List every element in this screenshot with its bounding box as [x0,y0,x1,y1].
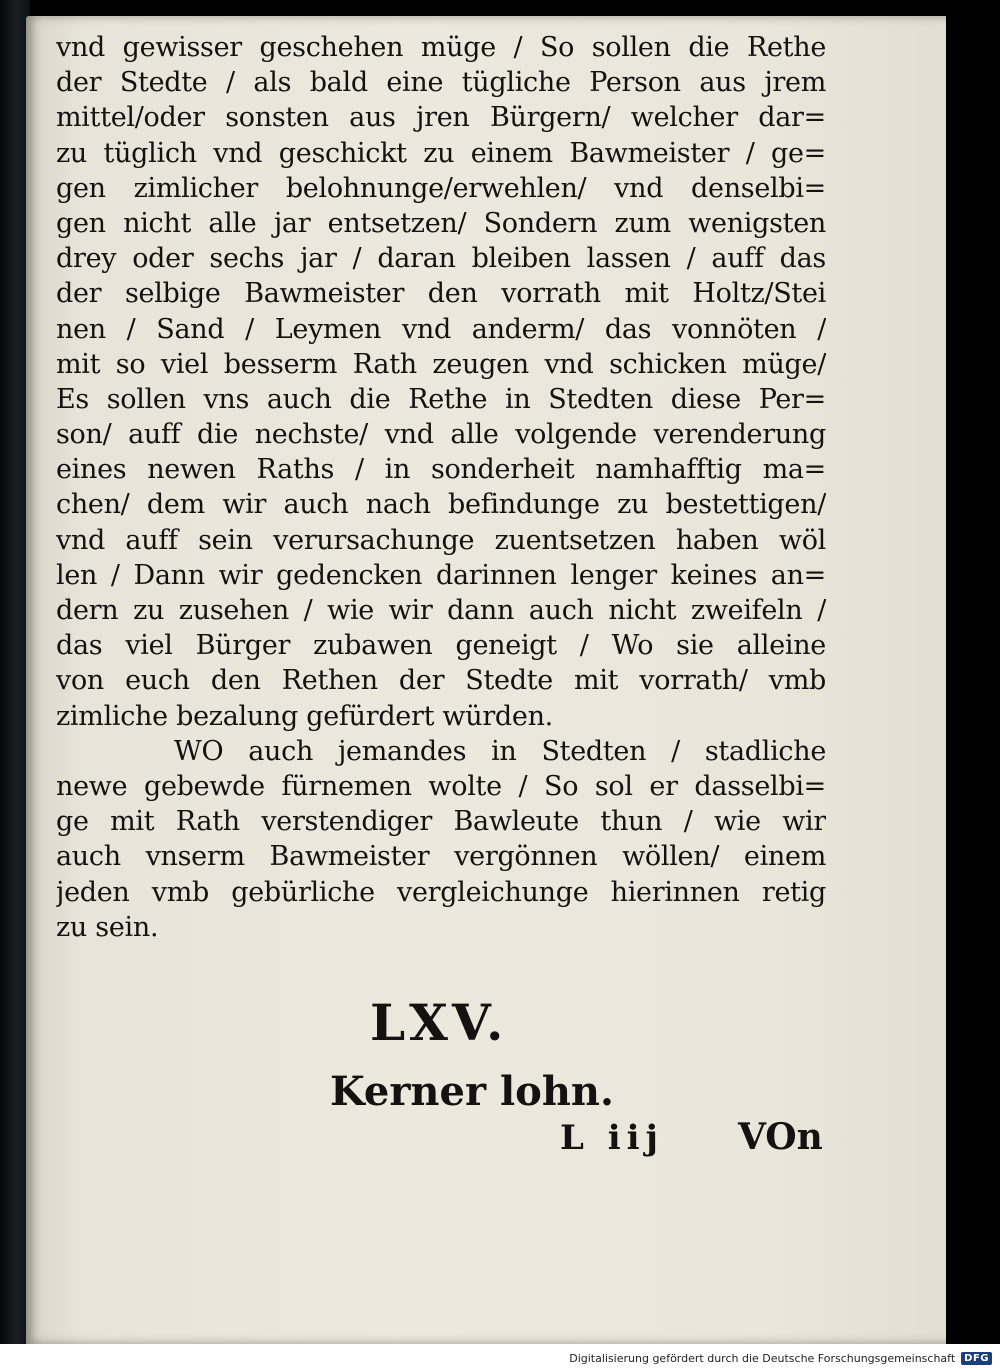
text-line: der Stedte / als bald eine tügliche Person aus jrem [56,67,826,99]
text-line: das viel Bürger zubawen geneigt / Wo sie alleine [56,630,826,662]
catchword: VOn [738,1116,823,1158]
text-line: eines newen Raths / in sonderheit namhafftig ma= [56,454,826,486]
text-line: len / Dann wir gedencken darinnen lenger keines an= [56,559,826,591]
text-line: mit so viel besserm Rath zeugen vnd schicken müge/ [56,348,826,380]
text-line: gen nicht alle jar entsetzen/ Sondern zum wenigsten [56,207,826,239]
text-line: zu sein. [56,911,159,943]
signature-mark: L iij [560,1118,664,1158]
dfg-credit [569,1352,992,1365]
paragraph-1 [56,30,826,734]
scan-background-right [946,0,1000,1344]
text-line: vnd auff sein verursachunge zuentsetzen haben wöl [56,524,826,556]
text-line: chen/ dem wir auch nach befindunge zu bestettigen/ [56,489,826,521]
text-line: ge mit Rath verstendiger Bawleute thun / wie wir [56,806,826,838]
text-line: WO auch jemandes in Stedten / stadliche [174,735,826,767]
text-line: gen zimlicher belohnunge/erwehlen/ vnd denselbi= [56,172,826,204]
text-line: vnd gewisser geschehen müge / So sollen die Rethe [56,32,826,63]
text-line: drey oder sechs jar / daran bleiben lassen / auff das [56,243,826,275]
dfg-logo: DFG [961,1352,992,1365]
text-line: nen / Sand / Leymen vnd anderm/ das vonnöten / [56,313,826,345]
page-text [56,30,826,945]
text-line: son/ auff die nechste/ vnd alle volgende verenderung [56,419,826,451]
text-line: zimliche bezalung gefürdert würden. [56,700,553,732]
text-line: Es sollen vns auch die Rethe in Stedten diese Per= [56,383,826,415]
credit-text: Digitalisierung gefördert durch die Deutsche Forschungsgemeinschaft [569,1352,956,1365]
text-line: mittel/oder sonsten aus jren Bürgern/ welcher dar= [56,102,826,134]
paragraph-2 [56,734,826,945]
text-line: newe gebewde fürnemen wolte / So sol er dasselbi= [56,770,826,802]
text-line: zu tüglich vnd geschickt zu einem Bawmeister / ge= [56,137,826,169]
text-line: jeden vmb gebürliche vergleichunge hierinnen retig [56,876,826,908]
text-line: der selbige Bawmeister den vorrath mit Holtz/Stei [56,278,826,310]
chapter-number: LXV. [370,993,508,1052]
text-line: von euch den Rethen der Stedte mit vorrath/ vmb [56,665,826,697]
text-line: dern zu zusehen / wie wir dann auch nicht zweifeln / [56,595,826,626]
text-line: auch vnserm Bawmeister vergönnen wöllen/ einem [56,841,826,873]
chapter-title: Kerner lohn. [330,1068,614,1115]
